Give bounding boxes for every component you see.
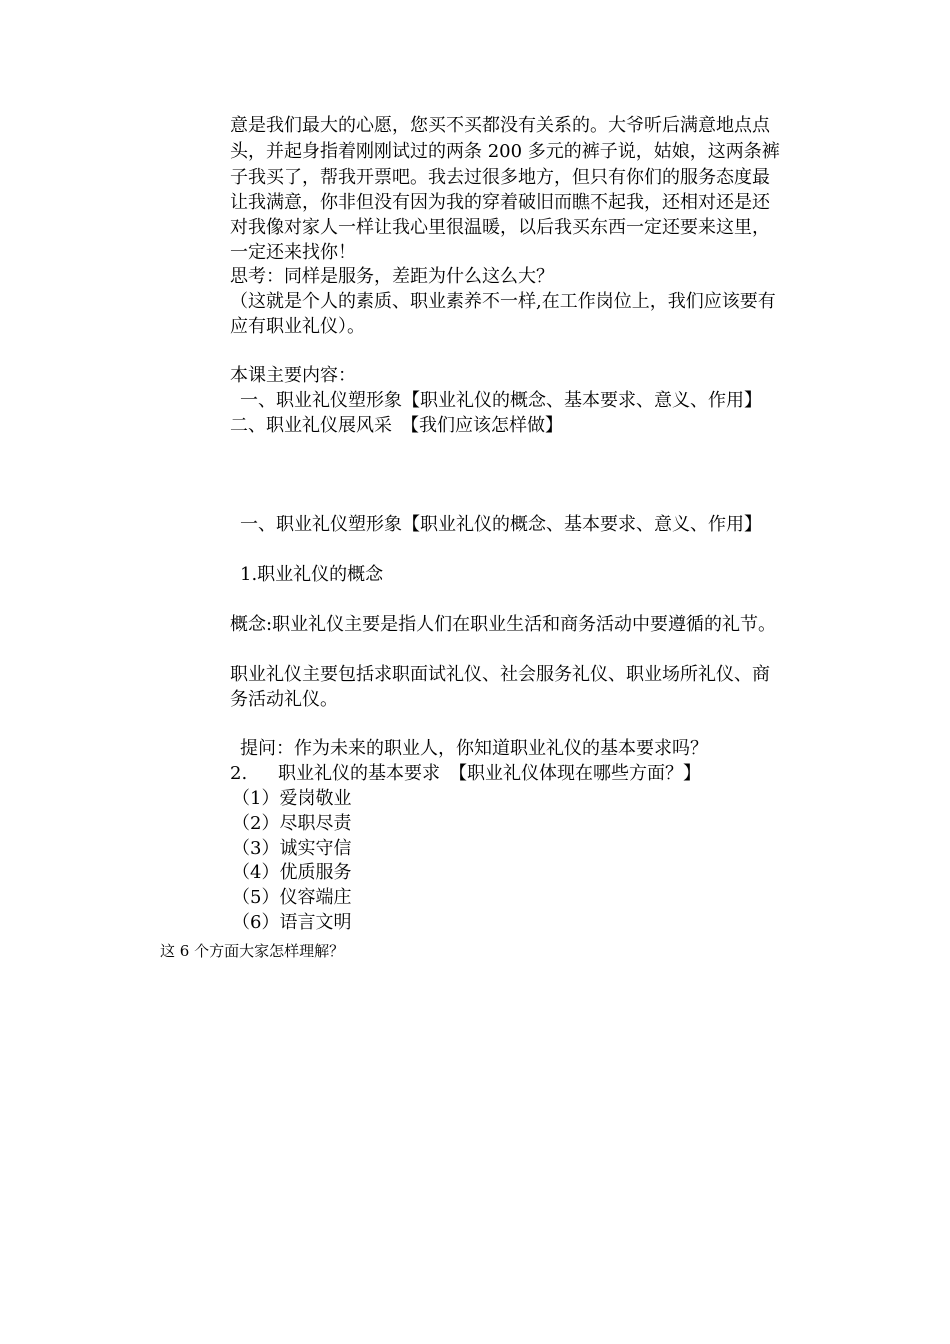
subsection-1-title: 1.职业礼仪的概念	[240, 564, 384, 585]
requirement-item: （6）语言文明	[232, 912, 352, 933]
story-line-2: 头，并起身指着刚刚试过的两条 200 多元的裤子说，姑娘，这两条裤	[230, 141, 780, 162]
story-line-4: 让我满意，你非但没有因为我的穿着破旧而瞧不起我，还相对还是还	[230, 192, 770, 213]
think-answer-line-1: （这就是个人的素质、职业素养不一样,在工作岗位上，我们应该要有	[230, 291, 776, 312]
concept-definition: 概念:职业礼仪主要是指人们在职业生活和商务活动中要遵循的礼节。	[230, 614, 777, 635]
includes-line-2: 务活动礼仪。	[230, 689, 338, 710]
section-1-title: 一、职业礼仪塑形象【职业礼仪的概念、基本要求、意义、作用】	[240, 514, 762, 535]
story-line-5: 对我像对家人一样让我心里很温暖，以后我买东西一定还要来这里，	[230, 217, 770, 238]
closing-question: 这 6 个方面大家怎样理解？	[160, 942, 345, 960]
requirement-item: （1）爱岗敬业	[232, 788, 352, 809]
includes-line-1: 职业礼仪主要包括求职面试礼仪、社会服务礼仪、职业场所礼仪、商	[230, 664, 770, 685]
think-question: 思考：同样是服务，差距为什么这么大？	[230, 266, 554, 287]
course-item-2: 二、职业礼仪展风采 【我们应该怎样做】	[230, 415, 563, 436]
ask-question: 提问：作为未来的职业人，你知道职业礼仪的基本要求吗？	[240, 738, 708, 759]
requirement-item: （2）尽职尽责	[232, 813, 352, 834]
story-line-6: 一定还来找你！	[230, 242, 356, 263]
requirement-item: （4）优质服务	[232, 862, 352, 883]
requirement-item: （5）仪容端庄	[232, 887, 352, 908]
story-line-1: 意是我们最大的心愿，您买不买都没有关系的。大爷听后满意地点点	[230, 115, 770, 136]
think-answer-line-2: 应有职业礼仪）。	[230, 316, 365, 337]
course-item-1: 一、职业礼仪塑形象【职业礼仪的概念、基本要求、意义、作用】	[240, 390, 762, 411]
subsection-2-text: 职业礼仪的基本要求 【职业礼仪体现在哪些方面？】	[278, 763, 701, 784]
subsection-2-number: 2.	[230, 763, 248, 784]
requirement-item: （3）诚实守信	[232, 838, 352, 859]
subsection-2-title	[230, 762, 701, 786]
story-line-3: 子我买了，帮我开票吧。我去过很多地方，但只有你们的服务态度最	[230, 167, 770, 188]
course-heading: 本课主要内容：	[230, 365, 356, 386]
